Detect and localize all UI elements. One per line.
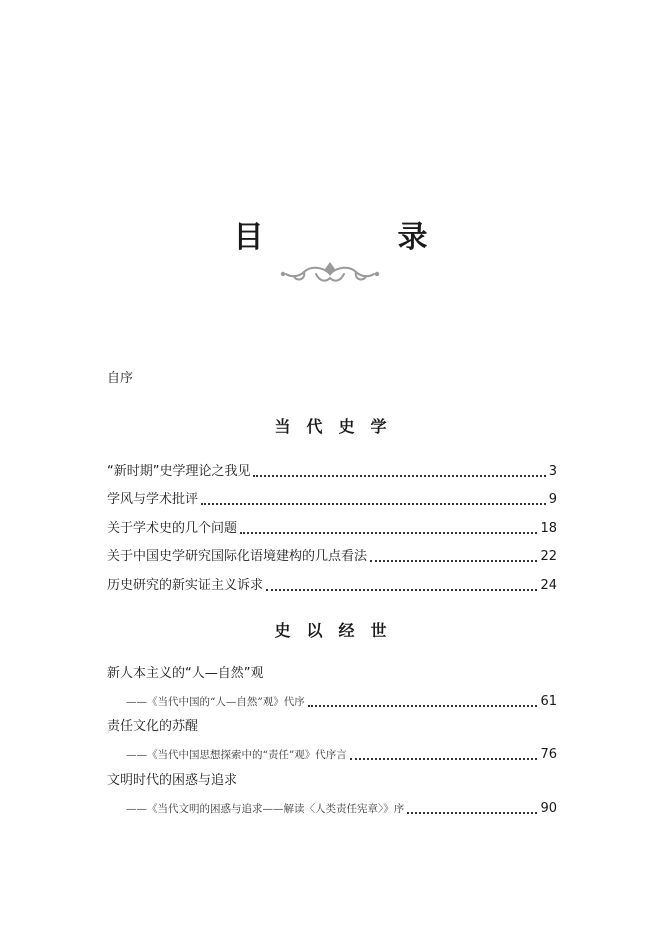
toc-entry[interactable] <box>107 575 557 595</box>
toc-entry-title: 关于中国史学研究国际化语境建构的几点看法 <box>107 549 368 564</box>
dot-leader <box>266 588 537 591</box>
toc-entry-page: 24 <box>540 578 557 593</box>
dot-leader <box>350 757 538 760</box>
toc-entry-title: 学风与学术批评 <box>107 492 199 507</box>
toc-entry[interactable] <box>107 546 557 566</box>
toc-entry-page: 61 <box>540 694 557 709</box>
toc-entry-subtitle: ——《当代中国思想探索中的“责任”观》代序言 <box>126 749 347 761</box>
toc-entry-title: 关于学术史的几个问题 <box>107 521 238 536</box>
dot-leader <box>201 502 546 505</box>
toc-entry-page: 90 <box>540 801 557 816</box>
section-heading-history-for-statecraft: 史以经世 <box>274 621 403 640</box>
toc-entry-page: 9 <box>548 492 557 507</box>
toc-entry-page: 3 <box>548 464 557 479</box>
toc-entry-page: 18 <box>540 521 557 536</box>
toc-entry-page: 76 <box>540 747 557 762</box>
toc-entry-title[interactable]: 新人本主义的“人—自然”观 <box>107 666 264 681</box>
preface-entry[interactable]: 自序 <box>107 371 134 386</box>
dot-leader <box>253 474 545 477</box>
flourish-ornament-icon <box>280 260 380 288</box>
toc-entry[interactable] <box>107 518 557 538</box>
toc-entry-subtitle: ——《当代文明的困惑与追求——解读〈人类责任宪章〉》序 <box>126 803 405 815</box>
toc-entry-title[interactable]: 责任文化的苏醒 <box>107 719 199 734</box>
toc-entry-sub[interactable] <box>126 744 557 764</box>
toc-entry-title: “新时期”史学理论之我见 <box>107 464 251 479</box>
toc-entry[interactable] <box>107 461 557 481</box>
dot-leader <box>370 559 537 562</box>
toc-entry[interactable] <box>107 489 557 509</box>
toc-entry-title: 历史研究的新实证主义诉求 <box>107 578 264 593</box>
page-title: 目 录 <box>233 220 480 255</box>
dot-leader <box>308 704 538 707</box>
toc-entry-page: 22 <box>540 549 557 564</box>
toc-entry-subtitle: ——《当代中国的“人—自然”观》代序 <box>126 696 305 708</box>
toc-entry-title[interactable]: 文明时代的困惑与追求 <box>107 773 238 788</box>
toc-entry-sub[interactable] <box>126 691 557 711</box>
section-heading-contemporary-historiography: 当代史学 <box>274 417 403 436</box>
dot-leader <box>407 811 537 814</box>
dot-leader <box>240 531 537 534</box>
toc-entry-sub[interactable] <box>126 798 557 818</box>
